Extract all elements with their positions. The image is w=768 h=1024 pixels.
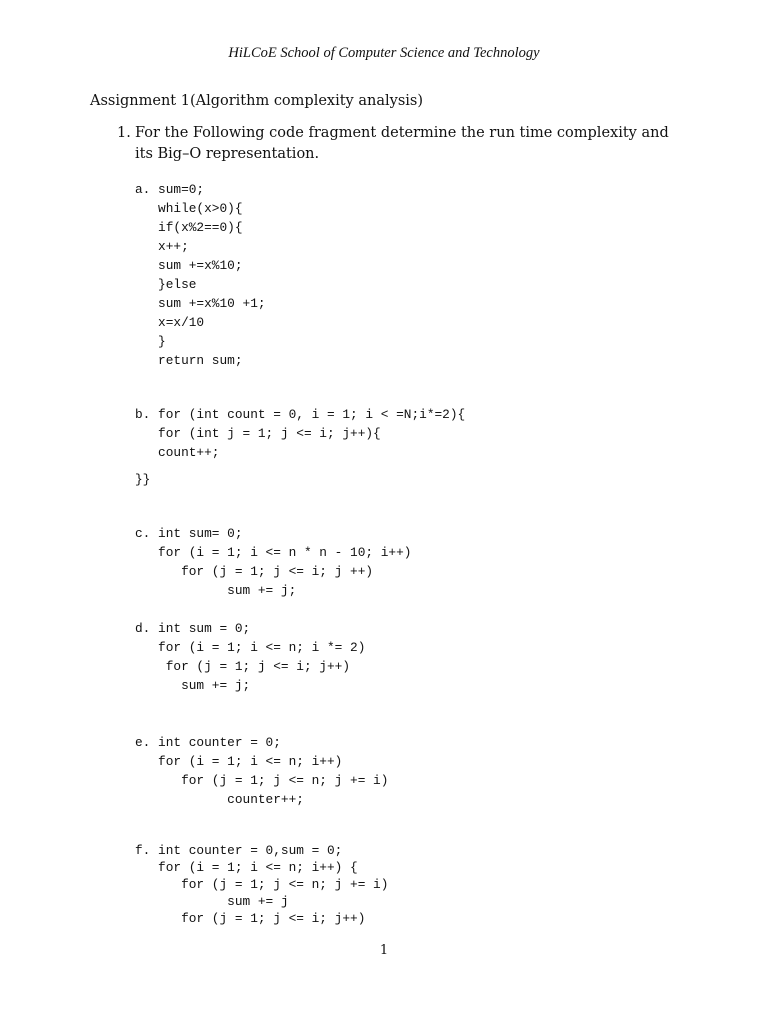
code-fragment-b: b. for (int count = 0, i = 1; i < =N;i*=2){ for (int j = 1; j <= i; j++){ count++; bbox=[135, 407, 466, 460]
code-fragment-d: d. int sum = 0; for (i = 1; i <= n; i *= 2) for (j = 1; j <= i; j++) sum += j; bbox=[135, 621, 366, 693]
code-fragment-e: e. int counter = 0; for (i = 1; i <= n; i++) for (j = 1; j <= n; j += i) counter++; bbox=[135, 735, 389, 807]
code-fragment-b-closing: }} bbox=[135, 472, 151, 487]
document-header: HiLCoE School of Computer Science and Technology bbox=[228, 45, 540, 61]
question-number: 1. bbox=[117, 125, 131, 141]
question-text: For the Following code fragment determine the run time complexity and its Big–O representation. bbox=[135, 125, 669, 162]
code-fragment-c: c. int sum= 0; for (i = 1; i <= n * n - 10; i++) for (j = 1; j <= i; j ++) sum += j; bbox=[135, 526, 412, 598]
code-fragment-a: a. sum=0; while(x>0){ if(x%2==0){ x++; sum +=x%10; }else sum +=x%10 +1; x=x/10 } return sum; bbox=[135, 182, 266, 368]
code-fragment-f: f. int counter = 0,sum = 0; for (i = 1; i <= n; i++) { for (j = 1; j <= n; j += i) sum += j for (j = 1; j <= i; j++) bbox=[135, 843, 389, 926]
assignment-title: Assignment 1(Algorithm complexity analysis) bbox=[90, 93, 423, 109]
page-number: 1 bbox=[379, 943, 389, 958]
question-1 bbox=[117, 123, 687, 165]
